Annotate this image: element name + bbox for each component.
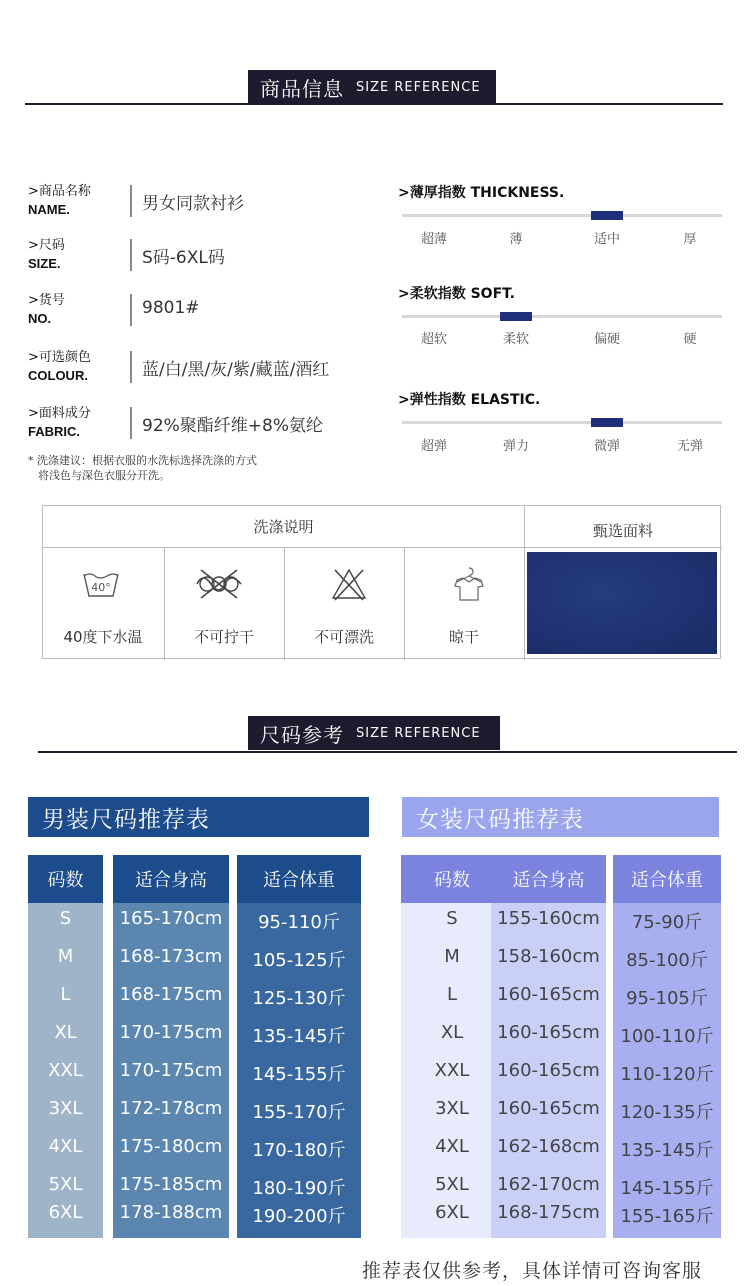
divider	[524, 547, 722, 548]
table-cell: 120-135斤	[620, 1102, 714, 1123]
table-cell: 6XL	[48, 1202, 83, 1223]
no-bleach-icon	[329, 564, 369, 604]
column-header: 适合体重	[613, 855, 721, 903]
table-cell: 158-160cm	[497, 946, 600, 967]
no-wring-icon	[191, 564, 247, 604]
wash-label: 不可漂洗	[313, 628, 374, 646]
index-track	[402, 315, 722, 318]
info-label-en: COLOUR.	[28, 368, 88, 383]
table-cell: 95-110斤	[258, 912, 340, 933]
table-cell: 125-130斤	[252, 988, 346, 1009]
info-row	[28, 405, 358, 445]
table-cell: 135-145斤	[620, 1140, 714, 1161]
table-cell: 145-155斤	[620, 1178, 714, 1199]
wash-label: 晾干	[448, 628, 479, 646]
info-label-zh: >可选颜色	[28, 350, 91, 365]
product-info-header	[248, 70, 496, 104]
info-divider	[130, 407, 132, 439]
table-cell: 162-168cm	[497, 1136, 600, 1157]
index-level-label: 薄	[509, 232, 523, 247]
index-level-label: 适中	[593, 232, 620, 247]
info-label	[28, 183, 128, 219]
info-label	[28, 237, 128, 273]
table-cell: 170-175cm	[119, 1022, 223, 1043]
info-value: 92%聚酯纤维+8%氨纶	[142, 416, 323, 436]
index-track	[402, 214, 722, 217]
column-header: 适合身高	[491, 855, 606, 903]
table-cell: 178-188cm	[119, 1202, 223, 1223]
info-label-zh: >货号	[28, 293, 65, 308]
women-table-column	[491, 855, 606, 1238]
index-level-label: 无弹	[676, 439, 703, 454]
table-cell: 100-110斤	[620, 1026, 714, 1047]
wash-care-table	[42, 505, 721, 659]
index-level-label: 硬	[683, 332, 697, 347]
table-cell: L	[446, 984, 458, 1005]
table-cell: 95-105斤	[626, 988, 708, 1009]
info-label-en: FABRIC.	[28, 424, 80, 439]
index-level-label: 厚	[683, 232, 697, 247]
table-cell: 4XL	[48, 1136, 83, 1157]
table-cell: 160-165cm	[497, 984, 600, 1005]
info-label-en: NO.	[28, 311, 52, 326]
column-header: 码数	[28, 855, 103, 903]
table-cell: 3XL	[435, 1098, 469, 1119]
table-cell: 5XL	[48, 1174, 83, 1195]
index-track	[402, 421, 722, 424]
info-value: S码-6XL码	[142, 248, 225, 268]
info-label-zh: >尺码	[28, 238, 65, 253]
men-table-column	[113, 855, 229, 1238]
index-level-label: 柔软	[502, 332, 529, 347]
table-cell: 75-90斤	[631, 912, 703, 933]
index-level-label: 超弹	[420, 439, 447, 454]
wash-note-line2: 将浅色与深色衣服分开洗。	[38, 469, 170, 482]
index-level-label: 微弹	[593, 439, 620, 454]
table-cell: 170-175cm	[119, 1060, 223, 1081]
table-cell: XL	[54, 1022, 77, 1043]
hang-dry-icon	[449, 564, 489, 604]
table-cell: 5XL	[435, 1174, 469, 1195]
info-label	[28, 405, 128, 441]
info-label-en: SIZE.	[28, 256, 61, 271]
fabric-swatch	[527, 552, 717, 654]
table-cell: 110-120斤	[620, 1064, 714, 1085]
info-label	[28, 292, 128, 328]
table-cell: 135-145斤	[252, 1026, 346, 1047]
table-cell: S	[446, 908, 458, 929]
table-cell: M	[57, 946, 74, 967]
info-label-zh: >面料成分	[28, 406, 91, 421]
index-marker	[591, 211, 623, 220]
table-cell: 190-200斤	[252, 1206, 346, 1227]
wash-instructions-header: 洗涤说明	[253, 518, 314, 536]
table-cell: 155-165斤	[620, 1206, 714, 1227]
index-level-label: 弹力	[502, 439, 529, 454]
index-title: >柔软指数 SOFT.	[398, 286, 515, 302]
table-cell: 160-165cm	[497, 1022, 600, 1043]
footer-note: 推荐表仅供参考，具体详情可咨询客服	[362, 1260, 703, 1282]
table-cell: 170-180斤	[252, 1140, 346, 1161]
wash-note	[28, 453, 257, 483]
table-cell: 155-160cm	[497, 908, 600, 929]
info-divider	[130, 185, 132, 217]
info-value: 男女同款衬衫	[142, 194, 244, 214]
section-title-en: SIZE REFERENCE	[356, 725, 481, 741]
info-row	[28, 349, 358, 389]
table-cell: 175-180cm	[119, 1136, 223, 1157]
wash-label: 40度下水温	[63, 628, 143, 646]
table-cell: 145-155斤	[252, 1064, 346, 1085]
info-value: 蓝/白/黑/灰/紫/藏蓝/酒红	[142, 360, 330, 380]
men-table-column	[28, 855, 103, 1238]
info-label	[28, 349, 128, 385]
selected-fabric-header: 甄选面料	[592, 522, 653, 540]
table-cell: 180-190斤	[252, 1178, 346, 1199]
index-marker	[591, 418, 623, 427]
column-header: 适合体重	[237, 855, 361, 903]
wash-label: 不可拧干	[193, 628, 254, 646]
info-row	[28, 292, 358, 332]
index-level-label: 超薄	[420, 232, 447, 247]
info-divider	[130, 239, 132, 271]
index-level-label: 偏硬	[593, 332, 620, 347]
index-title: >弹性指数 ELASTIC.	[398, 392, 541, 408]
section-title-zh: 商品信息	[260, 76, 344, 101]
index-title: >薄厚指数 THICKNESS.	[398, 185, 565, 201]
table-cell: 168-175cm	[119, 984, 223, 1005]
women-table-title: 女装尺码推荐表	[402, 797, 719, 837]
section-rule	[38, 751, 737, 753]
info-label-zh: >商品名称	[28, 184, 91, 199]
men-table-column	[237, 855, 361, 1238]
info-row	[28, 237, 358, 277]
info-value: 9801#	[142, 298, 200, 318]
table-cell: 155-170斤	[252, 1102, 346, 1123]
table-cell: 85-100斤	[626, 950, 708, 971]
info-row	[28, 183, 358, 223]
wash-40-icon	[81, 564, 121, 604]
column-header: 适合身高	[113, 855, 229, 903]
table-cell: 6XL	[435, 1202, 469, 1223]
index-level-label: 超软	[420, 332, 447, 347]
table-cell: L	[60, 984, 71, 1005]
table-cell: 3XL	[48, 1098, 83, 1119]
table-cell: M	[444, 946, 460, 967]
table-cell: 162-170cm	[497, 1174, 600, 1195]
women-table-column	[613, 855, 721, 1238]
info-divider	[130, 351, 132, 383]
index-marker	[500, 312, 532, 321]
wash-note-line1: * 洗涤建议：根据衣服的水洗标选择洗涤的方式	[28, 454, 257, 467]
table-cell: 160-165cm	[497, 1098, 600, 1119]
men-table-title: 男装尺码推荐表	[28, 797, 369, 837]
table-cell: XXL	[48, 1060, 83, 1081]
table-cell: 4XL	[435, 1136, 469, 1157]
table-cell: 168-175cm	[497, 1202, 600, 1223]
women-table-column	[401, 855, 503, 1238]
wash-40-icon-text: 40°	[91, 581, 111, 594]
section-title-en: SIZE REFERENCE	[356, 79, 481, 95]
info-divider	[130, 294, 132, 326]
size-reference-header	[248, 716, 500, 750]
table-cell: 165-170cm	[119, 908, 223, 929]
table-cell: XXL	[434, 1060, 470, 1081]
table-cell: 172-178cm	[119, 1098, 223, 1119]
table-cell: 105-125斤	[252, 950, 346, 971]
column-header: 码数	[401, 855, 503, 903]
section-title-zh: 尺码参考	[260, 722, 344, 747]
table-cell: XL	[440, 1022, 464, 1043]
table-cell: 168-173cm	[119, 946, 223, 967]
table-cell: S	[59, 908, 72, 929]
table-cell: 175-185cm	[119, 1174, 223, 1195]
table-cell: 160-165cm	[497, 1060, 600, 1081]
info-label-en: NAME.	[28, 202, 70, 217]
